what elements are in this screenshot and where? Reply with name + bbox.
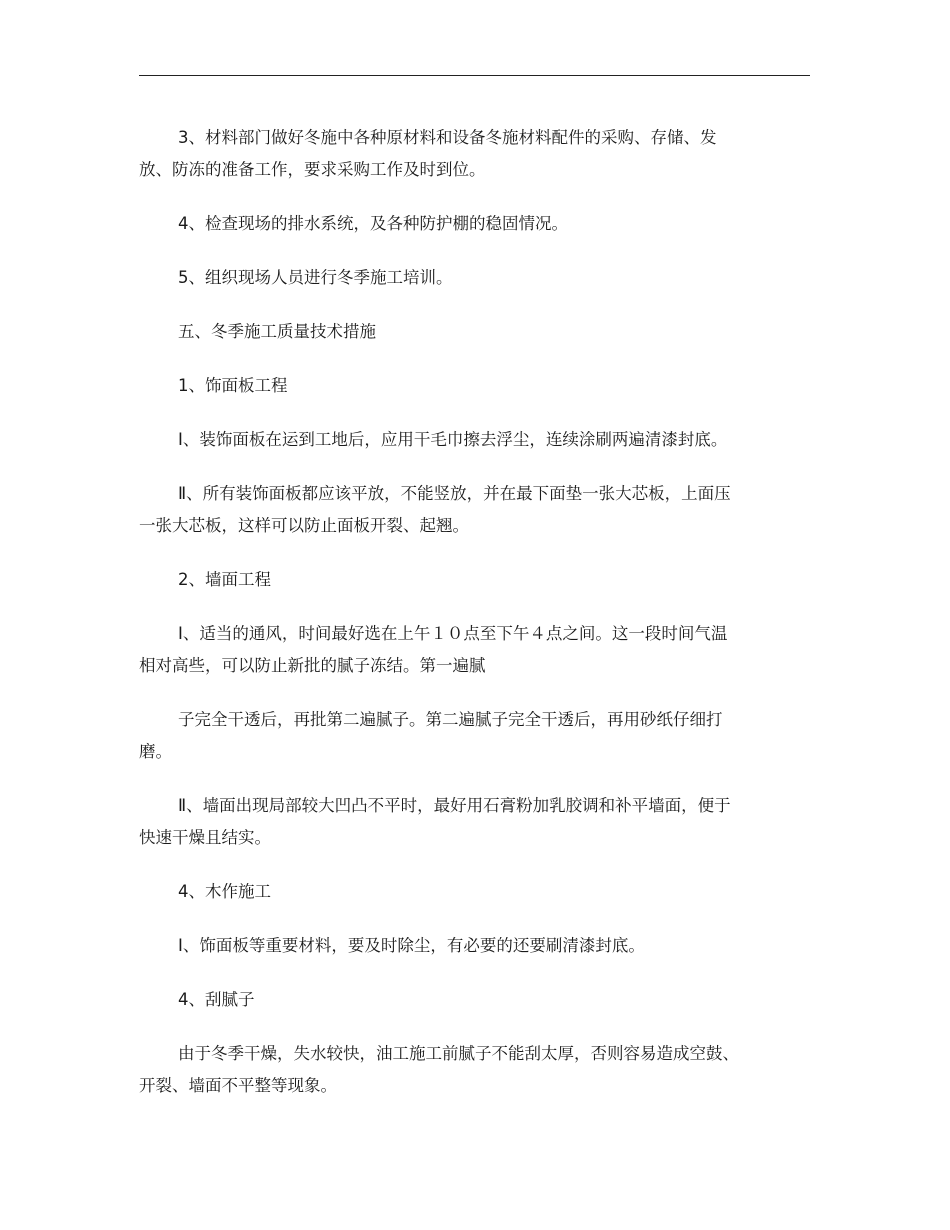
paragraph-line: 开裂、墙面不平整等现象。: [139, 1076, 337, 1095]
subheading-woodwork: [139, 876, 771, 908]
subheading-text: 2、墙面工程: [178, 570, 271, 589]
paragraph-panel-storage: [139, 478, 771, 542]
paragraph-line: 3、材料部门做好冬施中各种原材料和设备冬施材料配件的采购、存储、发: [178, 128, 717, 147]
paragraph-line: 子完全干透后，再批第二遍腻子。第二遍腻子完全干透后，再用砂纸仔细打: [178, 710, 723, 729]
paragraph-line: 由于冬季干燥，失水较快，油工施工前腻子不能刮太厚，否则容易造成空鼓、: [178, 1044, 739, 1063]
subheading-text: 4、刮腻子: [178, 990, 255, 1009]
subheading-putty: [139, 984, 771, 1016]
subheading-text: 4、木作施工: [178, 882, 271, 901]
paragraph-putty-thickness: [139, 1038, 771, 1102]
subheading-wall-works: [139, 564, 771, 596]
subheading-panel-works: [139, 370, 771, 402]
paragraph-materials: [139, 122, 771, 186]
paragraph-line: 一张大芯板，这样可以防止面板开裂、起翘。: [139, 516, 469, 535]
paragraph-panel-dusting: [139, 424, 771, 456]
paragraph-line: 5、组织现场人员进行冬季施工培训。: [178, 268, 453, 287]
header-rule: [139, 75, 810, 76]
paragraph-putty-drying: [139, 704, 771, 768]
paragraph-line: Ⅱ、所有装饰面板都应该平放，不能竖放，并在最下面垫一张大芯板，上面压: [178, 484, 731, 503]
paragraph-line: 磨。: [139, 742, 172, 761]
paragraph-drainage-check: [139, 208, 771, 240]
paragraph-line: Ⅰ、饰面板等重要材料，要及时除尘，有必要的还要刷清漆封底。: [178, 936, 645, 955]
subheading-text: 1、饰面板工程: [178, 376, 288, 395]
paragraph-line: Ⅱ、墙面出现局部较大凹凸不平时，最好用石膏粉加乳胶调和补平墙面，便于: [178, 796, 731, 815]
paragraph-ventilation: [139, 618, 771, 682]
paragraph-line: Ⅰ、适当的通风，时间最好选在上午１０点至下午４点之间。这一段时间气温: [178, 624, 728, 643]
paragraph-wall-leveling: [139, 790, 771, 854]
section-heading-quality-measures: [139, 316, 771, 348]
paragraph-training: [139, 262, 771, 294]
paragraph-line: 4、检查现场的排水系统，及各种防护棚的稳固情况。: [178, 214, 568, 233]
paragraph-woodwork-dusting: [139, 930, 771, 962]
paragraph-line: 放、防冻的准备工作，要求采购工作及时到位。: [139, 160, 486, 179]
paragraph-line: 快速干燥且结实。: [139, 828, 271, 847]
document-body: [139, 122, 771, 1124]
paragraph-line: Ⅰ、装饰面板在运到工地后，应用干毛巾擦去浮尘，连续涂刷两遍清漆封底。: [178, 430, 728, 449]
paragraph-line: 相对高些，可以防止新批的腻子冻结。第一遍腻: [139, 656, 486, 675]
section-heading-text: 五、冬季施工质量技术措施: [178, 322, 376, 341]
